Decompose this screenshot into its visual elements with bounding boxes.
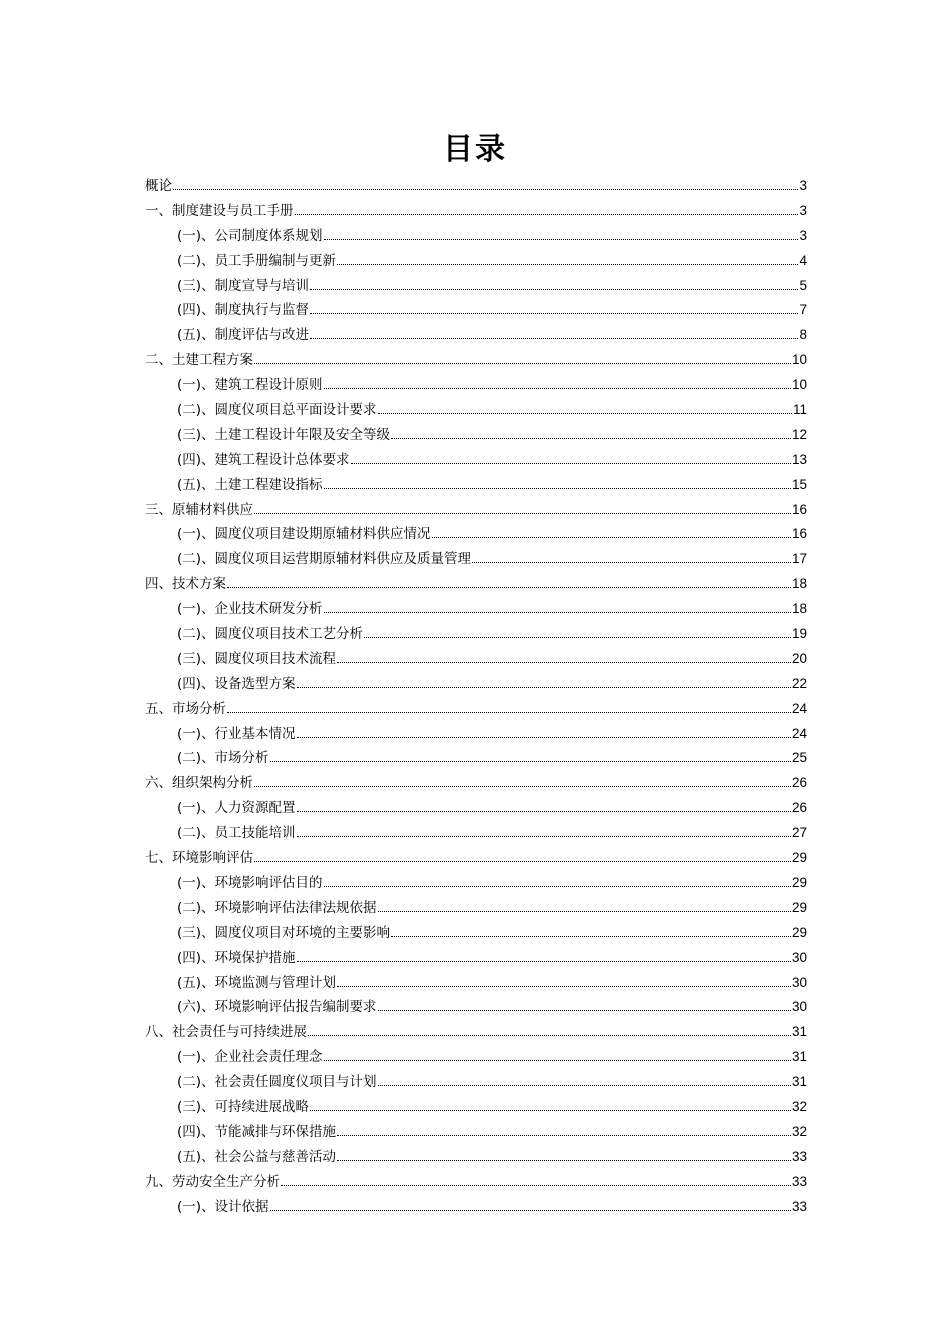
toc-entry-label: 四、技术方案: [145, 576, 226, 593]
toc-dot-leader: [378, 911, 791, 912]
toc-entry[interactable]: [145, 224, 807, 249]
toc-entry-page-number: 4: [799, 252, 807, 268]
toc-entry-label: 一、制度建设与员工手册: [145, 202, 294, 219]
toc-dot-leader: [324, 488, 791, 489]
page-title: 目录: [443, 132, 507, 167]
toc-entry-label: (三)、制度宣导与培训: [177, 277, 310, 294]
toc-entry-page-number: 12: [791, 426, 807, 442]
toc-dot-leader: [297, 687, 791, 688]
toc-dot-leader: [472, 562, 791, 563]
table-of-contents: [145, 174, 807, 1219]
toc-entry[interactable]: [145, 746, 807, 771]
toc-entry-page-number: 26: [791, 800, 807, 816]
toc-entry-label: (二)、圆度仪项目技术工艺分析: [177, 626, 364, 643]
toc-entry-page-number: 18: [791, 601, 807, 617]
toc-entry-page-number: 3: [799, 202, 807, 218]
toc-dot-leader: [391, 438, 791, 439]
toc-entry-label: (三)、圆度仪项目技术流程: [177, 650, 337, 667]
toc-entry-page-number: 31: [791, 1074, 807, 1090]
toc-entry-page-number: 13: [791, 451, 807, 467]
toc-entry-label: (四)、环境保护措施: [177, 949, 296, 966]
toc-entry-page-number: 19: [791, 626, 807, 642]
toc-entry-label: (二)、环境影响评估法律法规依据: [177, 899, 377, 916]
toc-entry-label: (一)、设计依据: [177, 1198, 269, 1215]
toc-dot-leader: [337, 662, 791, 663]
toc-entry[interactable]: [145, 1120, 807, 1145]
toc-entry[interactable]: [145, 647, 807, 672]
toc-entry-page-number: 29: [791, 874, 807, 890]
toc-entry-label: (一)、企业社会责任理念: [177, 1049, 323, 1066]
toc-dot-leader: [432, 537, 791, 538]
toc-entry-page-number: 29: [791, 899, 807, 915]
toc-entry[interactable]: [145, 1045, 807, 1070]
toc-entry[interactable]: [145, 473, 807, 498]
toc-dot-leader: [324, 886, 791, 887]
toc-entry[interactable]: [145, 323, 807, 348]
toc-entry-label: (一)、行业基本情况: [177, 725, 296, 742]
toc-entry-page-number: 20: [791, 650, 807, 666]
toc-entry[interactable]: [145, 697, 807, 722]
toc-entry-page-number: 3: [799, 227, 807, 243]
toc-dot-leader: [297, 836, 791, 837]
toc-entry-label: (一)、公司制度体系规划: [177, 227, 323, 244]
toc-entry-label: (二)、市场分析: [177, 750, 269, 767]
toc-entry-label: (四)、制度执行与监督: [177, 302, 310, 319]
toc-entry-label: (三)、圆度仪项目对环境的主要影响: [177, 924, 391, 941]
toc-entry-label: (二)、圆度仪项目运营期原辅材料供应及质量管理: [177, 551, 472, 568]
toc-dot-leader: [254, 513, 791, 514]
toc-entry-page-number: 26: [791, 775, 807, 791]
toc-dot-leader: [270, 761, 791, 762]
toc-entry-page-number: 7: [799, 302, 807, 318]
toc-entry[interactable]: [145, 572, 807, 597]
toc-dot-leader: [324, 388, 791, 389]
toc-entry-label: (一)、圆度仪项目建设期原辅材料供应情况: [177, 526, 431, 543]
toc-entry[interactable]: [145, 547, 807, 572]
toc-dot-leader: [378, 1085, 791, 1086]
toc-entry-label: (四)、建筑工程设计总体要求: [177, 451, 350, 468]
toc-dot-leader: [324, 239, 799, 240]
toc-entry-label: (四)、节能减排与环保措施: [177, 1123, 337, 1140]
toc-entry[interactable]: [145, 174, 807, 199]
toc-dot-leader: [308, 1035, 791, 1036]
toc-entry[interactable]: [145, 846, 807, 871]
toc-entry-page-number: 31: [791, 1024, 807, 1040]
toc-entry-label: (四)、设备选型方案: [177, 675, 296, 692]
toc-dot-leader: [295, 214, 799, 215]
toc-entry[interactable]: [145, 1070, 807, 1095]
toc-entry-label: (三)、可持续进展战略: [177, 1098, 310, 1115]
toc-entry[interactable]: [145, 796, 807, 821]
toc-entry-page-number: 8: [799, 327, 807, 343]
toc-dot-leader: [337, 1160, 791, 1161]
toc-entry-page-number: 27: [791, 825, 807, 841]
toc-entry-page-number: 22: [791, 675, 807, 691]
toc-entry[interactable]: [145, 946, 807, 971]
toc-dot-leader: [281, 1185, 791, 1186]
toc-dot-leader: [378, 413, 792, 414]
toc-entry-page-number: 30: [791, 974, 807, 990]
toc-entry-label: (五)、社会公益与慈善活动: [177, 1148, 337, 1165]
toc-entry-label: (一)、环境影响评估目的: [177, 874, 323, 891]
toc-entry[interactable]: [145, 771, 807, 796]
toc-entry-page-number: 33: [791, 1173, 807, 1189]
toc-entry-page-number: 18: [791, 576, 807, 592]
toc-entry-page-number: 30: [791, 949, 807, 965]
toc-dot-leader: [254, 786, 791, 787]
toc-entry-label: (二)、员工手册编制与更新: [177, 252, 337, 269]
toc-entry-label: 二、土建工程方案: [145, 352, 253, 369]
toc-entry-page-number: 16: [791, 501, 807, 517]
toc-entry[interactable]: [145, 373, 807, 398]
toc-dot-leader: [227, 587, 791, 588]
toc-entry[interactable]: [145, 1195, 807, 1220]
toc-entry[interactable]: [145, 448, 807, 473]
toc-entry[interactable]: [145, 971, 807, 996]
toc-entry-label: (六)、环境影响评估报告编制要求: [177, 999, 377, 1016]
toc-dot-leader: [324, 1060, 791, 1061]
toc-entry-label: (一)、建筑工程设计原则: [177, 377, 323, 394]
toc-entry[interactable]: [145, 871, 807, 896]
toc-entry-label: 七、环境影响评估: [145, 850, 253, 867]
toc-dot-leader: [254, 363, 791, 364]
toc-dot-leader: [310, 289, 798, 290]
toc-entry-page-number: 16: [791, 526, 807, 542]
toc-entry-label: 概论: [145, 178, 172, 194]
toc-entry-label: (二)、员工技能培训: [177, 825, 296, 842]
toc-entry-page-number: 5: [799, 277, 807, 293]
toc-entry-page-number: 10: [791, 352, 807, 368]
toc-entry-page-number: 33: [791, 1198, 807, 1214]
toc-entry-page-number: 24: [791, 725, 807, 741]
toc-entry-label: (五)、土建工程建设指标: [177, 476, 323, 493]
toc-dot-leader: [270, 1210, 791, 1211]
toc-entry[interactable]: [145, 622, 807, 647]
toc-dot-leader: [324, 612, 791, 613]
toc-dot-leader: [337, 986, 791, 987]
toc-entry-label: (五)、制度评估与改进: [177, 327, 310, 344]
toc-entry[interactable]: [145, 1020, 807, 1045]
toc-entry-label: 五、市场分析: [145, 700, 226, 717]
toc-entry[interactable]: [145, 249, 807, 274]
toc-dot-leader: [297, 961, 791, 962]
toc-entry-page-number: 3: [799, 178, 807, 193]
toc-entry[interactable]: [145, 274, 807, 299]
toc-entry-page-number: 10: [791, 377, 807, 393]
toc-entry[interactable]: [145, 722, 807, 747]
toc-entry-page-number: 15: [791, 476, 807, 492]
toc-dot-leader: [364, 637, 791, 638]
toc-entry[interactable]: [145, 348, 807, 373]
toc-entry-label: (五)、环境监测与管理计划: [177, 974, 337, 991]
toc-entry[interactable]: [145, 1170, 807, 1195]
toc-dot-leader: [310, 1110, 791, 1111]
toc-entry-label: (一)、企业技术研发分析: [177, 601, 323, 618]
toc-entry[interactable]: [145, 1095, 807, 1120]
toc-entry-label: (二)、圆度仪项目总平面设计要求: [177, 402, 377, 419]
toc-dot-leader: [337, 264, 798, 265]
toc-entry-page-number: 29: [791, 924, 807, 940]
toc-entry[interactable]: [145, 597, 807, 622]
toc-entry[interactable]: [145, 423, 807, 448]
toc-entry-page-number: 11: [792, 402, 807, 418]
toc-entry-label: 三、原辅材料供应: [145, 501, 253, 518]
toc-dot-leader: [227, 712, 791, 713]
toc-entry-page-number: 33: [791, 1148, 807, 1164]
toc-dot-leader: [310, 338, 798, 339]
toc-entry-page-number: 32: [791, 1098, 807, 1114]
toc-entry-page-number: 29: [791, 850, 807, 866]
toc-entry[interactable]: [145, 398, 807, 423]
toc-dot-leader: [337, 1135, 791, 1136]
toc-entry-page-number: 24: [791, 700, 807, 716]
toc-entry[interactable]: [145, 896, 807, 921]
toc-entry[interactable]: [145, 498, 807, 523]
toc-entry[interactable]: [145, 672, 807, 697]
toc-entry[interactable]: [145, 1145, 807, 1170]
toc-entry[interactable]: [145, 522, 807, 547]
toc-entry-page-number: 31: [791, 1049, 807, 1065]
toc-dot-leader: [173, 189, 798, 190]
toc-entry-label: 八、社会责任与可持续进展: [145, 1024, 307, 1041]
toc-dot-leader: [297, 811, 791, 812]
toc-entry[interactable]: [145, 298, 807, 323]
toc-entry-label: (三)、土建工程设计年限及安全等级: [177, 426, 391, 443]
toc-entry[interactable]: [145, 199, 807, 224]
toc-dot-leader: [391, 936, 791, 937]
toc-dot-leader: [378, 1010, 791, 1011]
toc-entry-page-number: 32: [791, 1123, 807, 1139]
toc-entry-page-number: 25: [791, 750, 807, 766]
toc-entry-label: (二)、社会责任圆度仪项目与计划: [177, 1074, 377, 1091]
toc-dot-leader: [351, 463, 791, 464]
toc-dot-leader: [254, 861, 791, 862]
toc-entry[interactable]: [145, 995, 807, 1020]
toc-entry-label: 九、劳动安全生产分析: [145, 1173, 280, 1190]
toc-entry[interactable]: [145, 921, 807, 946]
toc-entry-label: 六、组织架构分析: [145, 775, 253, 792]
toc-entry-label: (一)、人力资源配置: [177, 800, 296, 817]
toc-entry-page-number: 30: [791, 999, 807, 1015]
toc-dot-leader: [297, 737, 791, 738]
toc-entry[interactable]: [145, 821, 807, 846]
toc-dot-leader: [310, 313, 798, 314]
toc-entry-page-number: 17: [791, 551, 807, 567]
